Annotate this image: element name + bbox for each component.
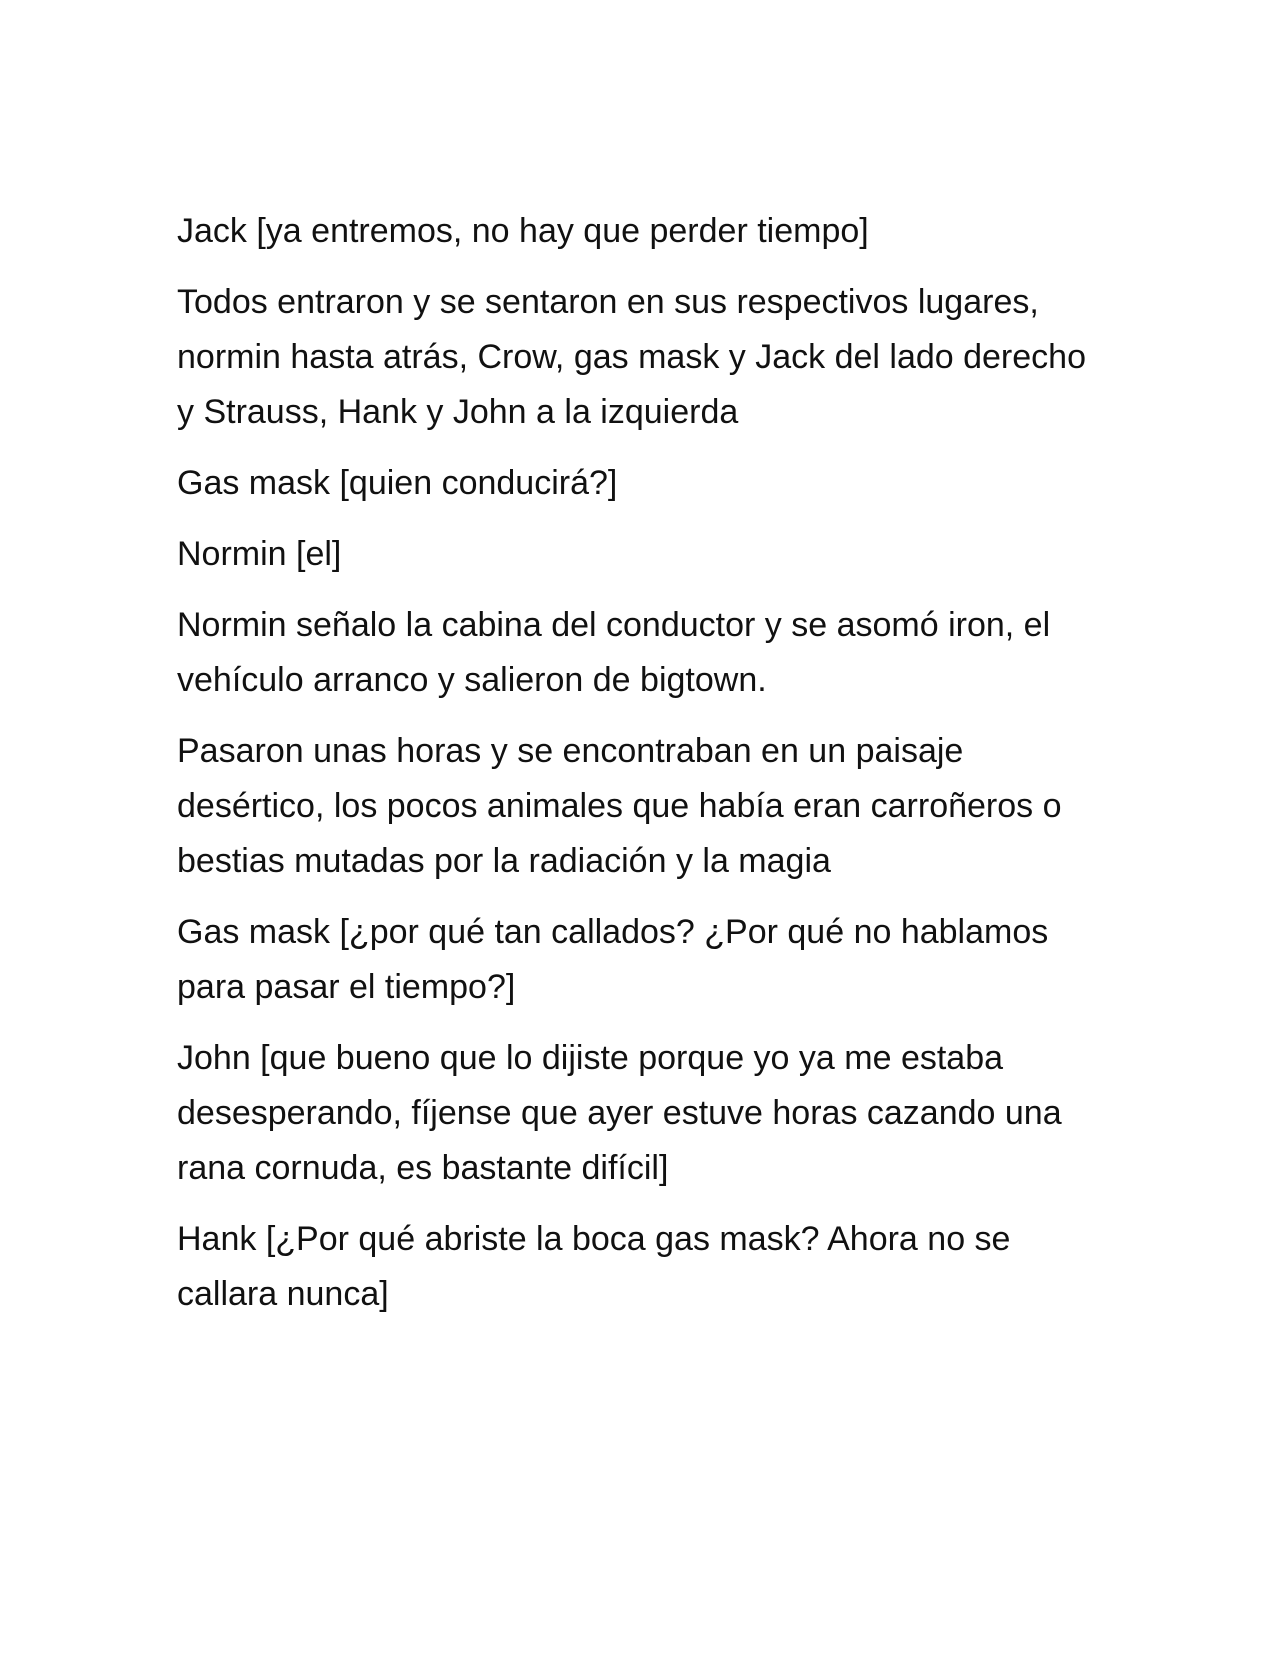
paragraph-narration-3: Pasaron unas horas y se encontraban en un paisaje desértico, los pocos animales que había eran carroñeros o bestias mutadas por la radiación y la magia	[177, 732, 1062, 880]
paragraph-narration-1: Todos entraron y se sentaron en sus respectivos lugares, normin hasta atrás, Crow, gas mask y Jack del lado derecho y Strauss, Hank y John a la izquierda	[177, 283, 1086, 431]
paragraph-jack-1: Jack [ya entremos, no hay que perder tiempo]	[177, 212, 869, 250]
paragraph-gasmask-2: Gas mask [¿por qué tan callados? ¿Por qué no hablamos para pasar el tiempo?]	[177, 913, 1049, 1006]
paragraph-hank-1: Hank [¿Por qué abriste la boca gas mask? Ahora no se callara nunca]	[177, 1220, 1011, 1313]
document-body	[177, 204, 1107, 1338]
paragraph-narration-2: Normin señalo la cabina del conductor y se asomó iron, el vehículo arranco y salieron de bigtown.	[177, 606, 1051, 699]
paragraph-gasmask-1: Gas mask [quien conducirá?]	[177, 464, 618, 502]
paragraph-normin-1: Normin [el]	[177, 535, 342, 573]
paragraph-john-1: John [que bueno que lo dijiste porque yo ya me estaba desesperando, fíjense que ayer estuve horas cazando una rana cornuda, es bastante difícil]	[177, 1039, 1062, 1187]
